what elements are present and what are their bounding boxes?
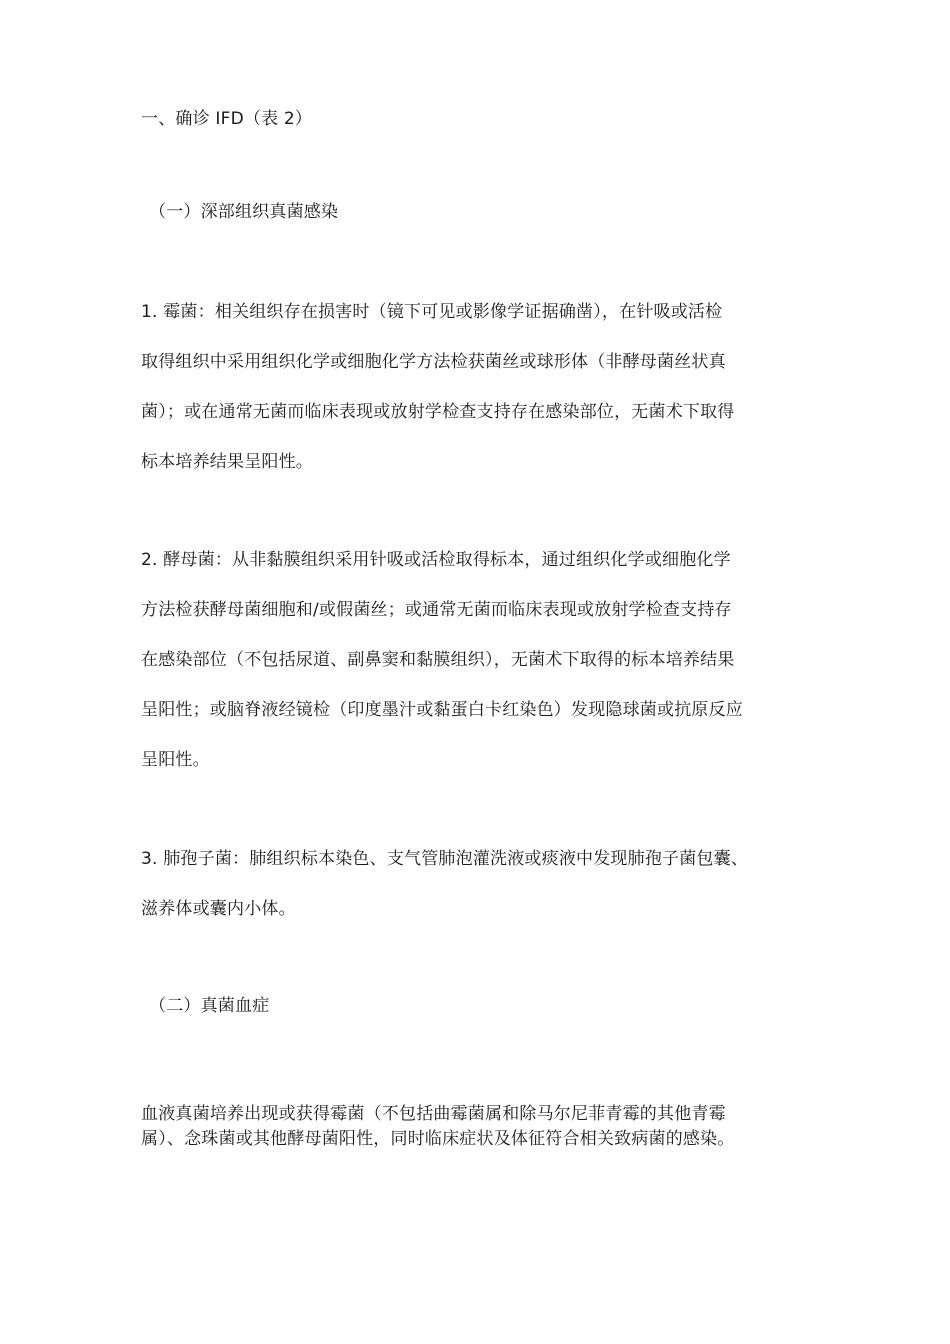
item1-line-2: 取得组织中采用组织化学或细胞化学方法检获菌丝或球形体（非酵母菌丝状真 <box>141 352 726 372</box>
item2-line-3: 在感染部位（不包括尿道、副鼻窦和黏膜组织），无菌术下取得的标本培养结果 <box>141 650 735 670</box>
heading-confirmed-ifd: 一、确诊 IFD（表 2） <box>141 109 313 129</box>
item2-line-5: 呈阳性。 <box>141 750 210 770</box>
item1-line-4: 标本培养结果呈阳性。 <box>141 452 313 472</box>
section1-title: （一）深部组织真菌感染 <box>149 202 339 222</box>
item3-line-2: 滋养体或囊内小体。 <box>141 899 296 919</box>
item3-line-1: 3. 肺孢子菌：肺组织标本染色、支气管肺泡灌洗液或痰液中发现肺孢子菌包囊、 <box>141 849 749 869</box>
item2-line-4: 呈阳性；或脑脊液经镜检（印度墨汁或黏蛋白卡红染色）发现隐球菌或抗原反应 <box>141 700 743 720</box>
item2-line-2: 方法检获酵母菌细胞和/或假菌丝；或通常无菌而临床表现或放射学检查支持存 <box>141 600 732 620</box>
item1-line-3: 菌）；或在通常无菌而临床表现或放射学检查支持存在感染部位，无菌术下取得 <box>141 402 735 422</box>
item1-line-1: 1. 霉菌：相关组织存在损害时（镜下可见或影像学证据确凿），在针吸或活检 <box>141 302 723 322</box>
item2-line-1: 2. 酵母菌：从非黏膜组织采用针吸或活检取得标本，通过组织化学或细胞化学 <box>141 550 731 570</box>
section2-title: （二）真菌血症 <box>149 996 270 1016</box>
section2-line-1: 血液真菌培养出现或获得霉菌（不包括曲霉菌属和除马尔尼菲青霉的其他青霉 <box>141 1104 726 1124</box>
section2-line-2: 属）、念珠菌或其他酵母菌阳性，同时临床症状及体征符合相关致病菌的感染。 <box>141 1129 735 1149</box>
